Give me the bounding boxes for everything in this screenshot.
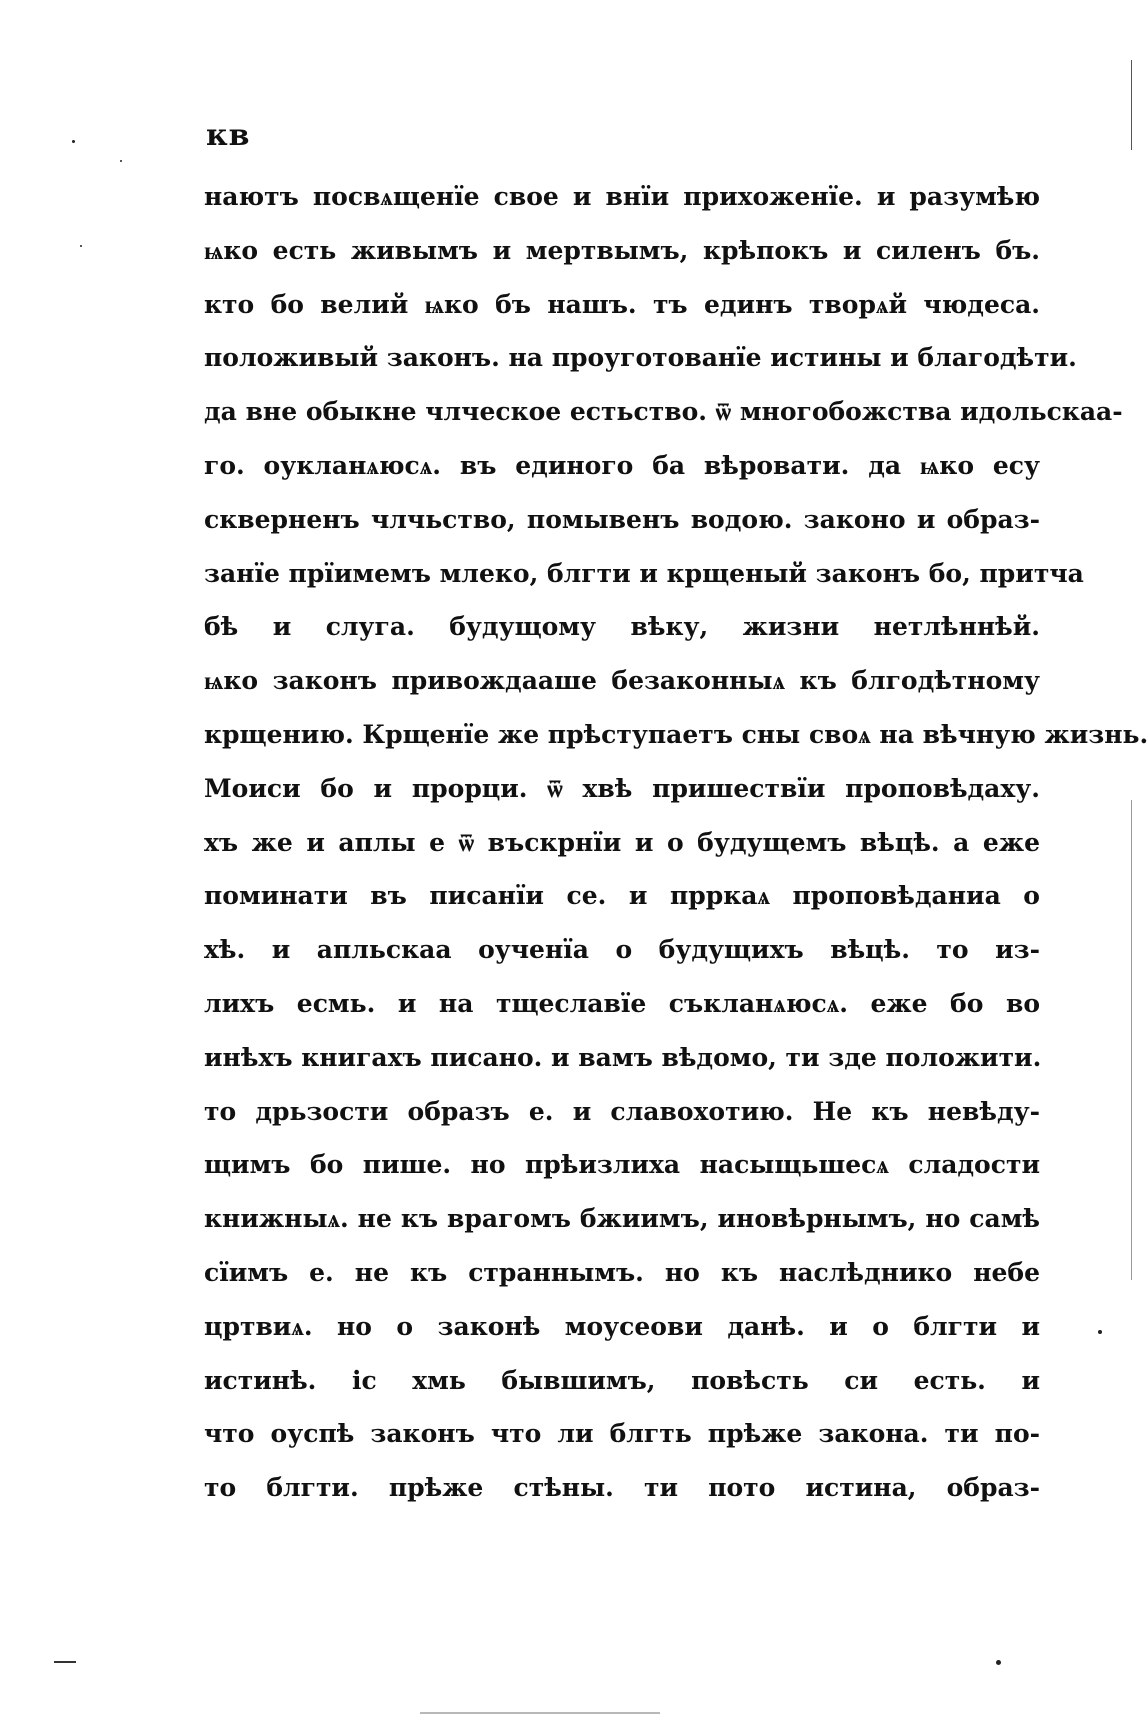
text-line: сїимъ е. не къ страннымъ. но къ наслѣднико небе [204,1257,1040,1287]
text-line: бѣ и слуга. будущому вѣку, жизни нетлѣннѣй. [204,612,1040,642]
text-line: Моиси бо и прорци. ѿ хвѣ пришествїи проповѣдаху. [204,773,1040,803]
scan-mark [54,1661,76,1663]
scan-speck [72,140,75,143]
scan-speck [120,160,122,162]
text-line: крщению. Крщенїе же прѣступаетъ сны своѧ на вѣчную жизнь. [204,719,1148,749]
text-line: то блгти. прѣже стѣны. ти пото истина, образ- [204,1473,1040,1503]
text-line: инѣхъ книгахъ писано. и вамъ вѣдомо, ти зде положити. [204,1042,1042,1072]
text-line: то дрьзости образъ е. и славохотию. Не къ невѣду- [204,1096,1040,1126]
scan-speck [80,245,82,247]
text-line: занїе прїимемъ млеко, блгти и крщеный законъ бо, притча [204,558,1084,588]
text-line: истинѣ. іс хмь бывшимъ, повѣсть си есть. и [204,1365,1040,1395]
page-edge [1131,800,1132,1280]
text-line: цртвиѧ. но о законѣ моусеови данѣ. и о блгти и [204,1311,1040,1341]
text-line: поминати въ писанїи се. и прркаѧ проповѣданиа о [204,881,1040,911]
text-line: го. оукланѧюсѧ. въ единого ба вѣровати. да ѩко есу [204,450,1040,480]
text-line: книжныѧ. не къ врагомъ бжиимъ, иновѣрнымъ, но самѣ [204,1204,1040,1234]
text-line: ѩко есть живымъ и мертвымъ, крѣпокъ и силенъ бъ. [204,235,1040,265]
text-line: ѩко законъ привождааше безаконныѧ къ блгодѣтному [204,666,1040,696]
text-line: щимъ бо пише. но прѣизлиха насыщьшесѧ сладости [204,1150,1040,1180]
scan-mark [420,1712,660,1714]
scan-speck [996,1660,1001,1665]
text-line: хѣ. и апльскаа оученїа о будущихъ вѣцѣ. то из- [204,935,1040,965]
text-line: что оуспѣ законъ что ли блгть прѣже закона. ти по- [204,1419,1040,1449]
text-line: положивый законъ. на проуготованїе истины и благодѣти. [204,343,1077,373]
text-line: да вне обыкне члческое естьство. ѿ многобожства идольскаа- [204,397,1123,427]
text-line: скверненъ члчьство, помывенъ водою. законо и образ- [204,504,1040,534]
text-line: лихъ есмь. и на тщеславїе съкланѧюсѧ. еже бо во [204,988,1040,1018]
page-number: кв [206,118,251,153]
text-line: кто бо велий ѩко бъ нашъ. тъ единъ творѧй чюдеса. [204,289,1040,319]
text-line: хъ же и аплы е ѿ въскрнїи и о будущемъ вѣцѣ. а еже [204,827,1040,857]
scan-speck [1098,1330,1102,1334]
body-text [204,170,1148,1515]
text-line: наютъ посвѧщенїе свое и внїи прихоженїе. и разумѣю [204,182,1040,211]
page-edge [1131,60,1132,150]
